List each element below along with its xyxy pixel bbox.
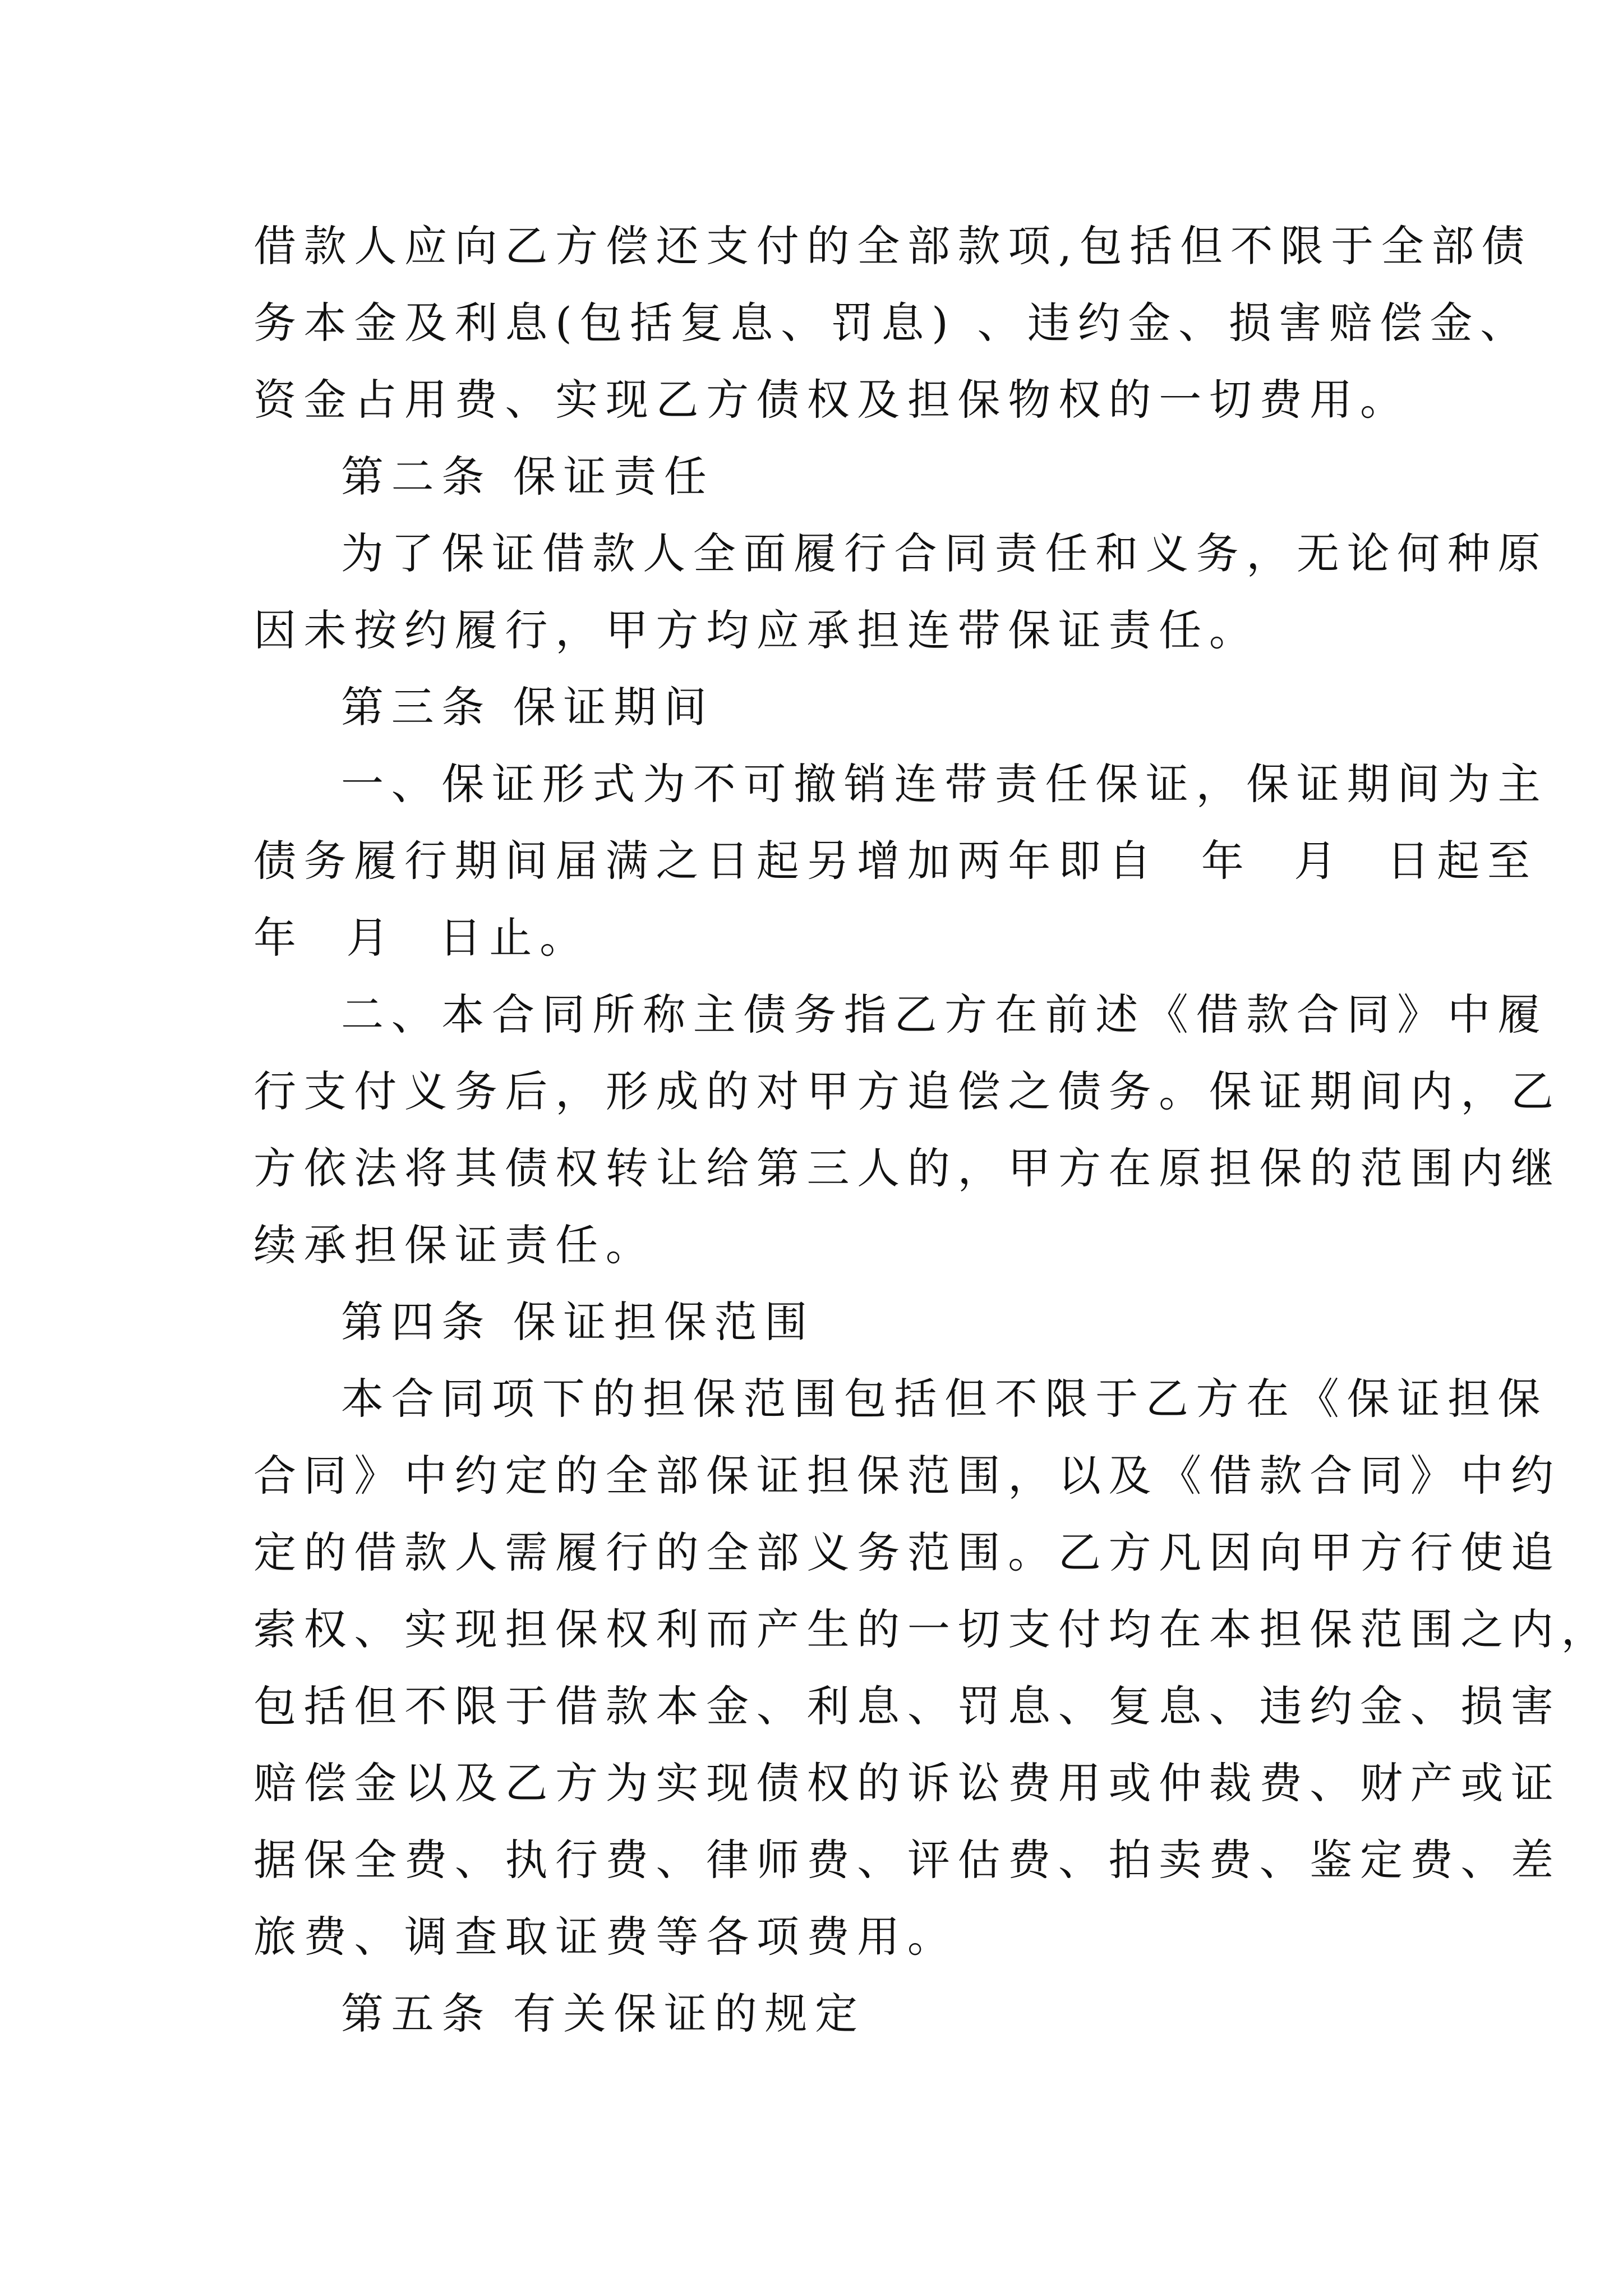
text-line: 年 月 日止。 xyxy=(253,913,590,963)
article-heading: 第五条 有关保证的规定 xyxy=(341,1989,865,2039)
text-line: 一、保证形式为不可撤销连带责任保证，保证期间为主 xyxy=(341,759,1548,809)
text-line: 二、本合同所称主债务指乙方在前述《借款合同》中履 xyxy=(341,990,1548,1039)
text-line: 债务履行期间届满之日起另增加两年即自 年 月 日起至 xyxy=(253,836,1538,886)
document-page xyxy=(253,208,1612,2052)
text-line: 为了保证借款人全面履行合同责任和义务，无论何种原 xyxy=(341,528,1548,578)
text-line: 借款人应向乙方偿还支付的全部款项,包括但不限于全部债 xyxy=(253,221,1532,271)
text-line: 赔偿金以及乙方为实现债权的诉讼费用或仲裁费、财产或证 xyxy=(253,1758,1561,1808)
text-line: 方依法将其债权转让给第三人的，甲方在原担保的范围内继 xyxy=(253,1143,1561,1193)
text-line: 合同》中约定的全部保证担保范围，以及《借款合同》中约 xyxy=(253,1451,1561,1501)
text-line: 定的借款人需履行的全部义务范围。乙方凡因向甲方行使追 xyxy=(253,1527,1561,1577)
text-line: 资金占用费、实现乙方债权及担保物权的一切费用。 xyxy=(253,375,1410,425)
text-line: 因未按约履行，甲方均应承担连带保证责任。 xyxy=(253,605,1260,655)
article-heading: 第二条 保证责任 xyxy=(341,452,714,501)
article-heading: 第三条 保证期间 xyxy=(341,682,714,732)
text-line: 包括但不限于借款本金、利息、罚息、复息、违约金、损害 xyxy=(253,1681,1561,1731)
text-line: 本合同项下的担保范围包括但不限于乙方在《保证担保 xyxy=(341,1374,1548,1424)
text-line: 续承担保证责任。 xyxy=(253,1220,656,1270)
text-line: 据保全费、执行费、律师费、评估费、拍卖费、鉴定费、差 xyxy=(253,1835,1561,1885)
text-line: 旅费、调查取证费等各项费用。 xyxy=(253,1912,958,1962)
article-heading: 第四条 保证担保范围 xyxy=(341,1297,815,1347)
text-line: 务本金及利息(包括复息、罚息) 、违约金、损害赔偿金、 xyxy=(253,298,1530,348)
text-line: 索权、实现担保权利而产生的一切支付均在本担保范围之内， xyxy=(253,1604,1612,1654)
text-line: 行支付义务后，形成的对甲方追偿之债务。保证期间内，乙 xyxy=(253,1066,1561,1116)
